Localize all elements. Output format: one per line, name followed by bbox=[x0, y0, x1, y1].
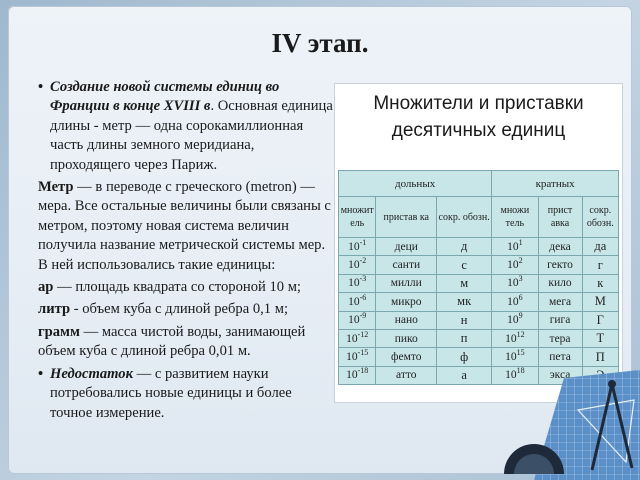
multiplier-base: 10 bbox=[348, 259, 360, 272]
metre-paragraph bbox=[38, 178, 336, 275]
prefix-cell bbox=[538, 329, 582, 347]
multiplier-exponent: 3 bbox=[518, 274, 523, 284]
multiplier-base: 10 bbox=[346, 351, 358, 364]
multiplier-exponent: -9 bbox=[359, 311, 367, 321]
intro-emphasis: Создание новой системы единиц во Франции в конце XVIII в bbox=[50, 79, 280, 115]
metre-term: Метр bbox=[38, 179, 74, 196]
prefix-symbol: Г bbox=[596, 312, 604, 327]
nedostatok-text: — с развитием науки потребовались новые единицы и более точное измерение. bbox=[50, 365, 292, 421]
table-title-line-1: Множители и приставки bbox=[373, 93, 584, 114]
multiplier-base: 10 bbox=[346, 369, 358, 382]
prefix-cell bbox=[376, 256, 437, 274]
prefix-cell bbox=[538, 348, 582, 366]
multiplier-cell bbox=[339, 238, 376, 256]
gramm-term: грамм bbox=[38, 323, 80, 340]
column-header: сокр. обозн. bbox=[437, 197, 492, 238]
intro-text: . Основная единица длины - метр — одна сорокамиллионная часть длины земного меридиана, проходящего через Париж. bbox=[50, 98, 333, 173]
multiplier-base: 10 bbox=[505, 351, 517, 364]
prefix-cell bbox=[376, 366, 437, 384]
multiplier-exponent: 15 bbox=[516, 348, 525, 358]
multiplier-exponent: 12 bbox=[516, 329, 525, 339]
prefix-cell bbox=[538, 311, 582, 329]
multiplier-cell bbox=[339, 256, 376, 274]
prefix-symbol: к bbox=[597, 275, 604, 290]
prefix-cell bbox=[538, 256, 582, 274]
prefix-name: микро bbox=[391, 295, 422, 308]
prefix-symbol: мк bbox=[457, 294, 472, 309]
multiplier-cell bbox=[492, 293, 538, 311]
prefix-name: атто bbox=[396, 369, 417, 382]
symbol-cell bbox=[582, 274, 618, 292]
table-title-line-2: десятичных единиц bbox=[391, 120, 566, 141]
prefix-cell bbox=[538, 274, 582, 292]
multiplier-exponent: 18 bbox=[516, 366, 525, 376]
prefix-table bbox=[338, 170, 619, 385]
multiplier-cell bbox=[339, 311, 376, 329]
multiplier-cell bbox=[492, 348, 538, 366]
gramm-paragraph bbox=[38, 323, 336, 362]
group-header-multiple: кратных bbox=[492, 171, 619, 197]
multiplier-exponent: -15 bbox=[357, 348, 369, 358]
prefix-name: пико bbox=[394, 332, 418, 345]
prefix-cell bbox=[376, 293, 437, 311]
table-row bbox=[339, 274, 619, 292]
multiplier-exponent: -3 bbox=[359, 274, 367, 284]
prefix-symbol: М bbox=[594, 294, 606, 309]
prefix-cell bbox=[376, 311, 437, 329]
prefix-symbol: м bbox=[460, 275, 469, 290]
prefix-name: нано bbox=[394, 314, 418, 327]
multiplier-base: 10 bbox=[348, 277, 360, 290]
multiplier-exponent: -18 bbox=[357, 366, 369, 376]
prefix-name: милли bbox=[390, 277, 422, 290]
multiplier-base: 10 bbox=[348, 240, 360, 253]
multiplier-base: 10 bbox=[507, 240, 519, 253]
slide-title: IV этап. bbox=[271, 28, 369, 58]
prefix-name: пета bbox=[549, 351, 571, 364]
prefix-symbol: а bbox=[461, 367, 467, 382]
ar-paragraph bbox=[38, 278, 336, 297]
multiplier-cell bbox=[339, 366, 376, 384]
prefix-name: фемто bbox=[391, 351, 422, 364]
multiplier-exponent: -2 bbox=[359, 256, 367, 266]
nedostatok-paragraph bbox=[38, 365, 336, 423]
gramm-text: — масса чистой воды, занимающей объем куба с длиной ребра 0,01 м. bbox=[38, 323, 306, 360]
multiplier-cell bbox=[339, 274, 376, 292]
prefix-symbol: с bbox=[461, 257, 467, 272]
litr-term: литр bbox=[38, 301, 71, 318]
symbol-cell bbox=[582, 238, 618, 256]
multiplier-cell bbox=[339, 348, 376, 366]
multiplier-base: 10 bbox=[348, 295, 360, 308]
prefix-name: мега bbox=[548, 295, 572, 308]
prefix-symbol: д bbox=[460, 239, 468, 254]
metre-text: — в переводе с греческого (metron) — мера. Все остальные величины были связаны с метром, поэтому новая система величин получила название метрической системы мер. В ней использовались такие единицы: bbox=[38, 179, 331, 273]
column-header: сокр. обозн. bbox=[582, 197, 618, 238]
symbol-cell bbox=[582, 329, 618, 347]
column-header: множит ель bbox=[339, 197, 376, 238]
prefix-symbol: п bbox=[460, 331, 468, 346]
text-column bbox=[38, 78, 336, 426]
multiplier-cell bbox=[492, 256, 538, 274]
multiplier-exponent: 9 bbox=[518, 311, 523, 321]
prefix-symbol: н bbox=[460, 312, 468, 327]
prefix-name: санти bbox=[392, 259, 421, 272]
symbol-cell bbox=[582, 311, 618, 329]
multiplier-base: 10 bbox=[507, 314, 519, 327]
prefix-symbol: ф bbox=[460, 349, 469, 364]
prefix-name: деци bbox=[394, 240, 418, 253]
prefix-symbol: г bbox=[597, 257, 603, 272]
multiplier-exponent: -6 bbox=[359, 293, 367, 303]
multiplier-base: 10 bbox=[505, 369, 517, 382]
multiplier-cell bbox=[492, 329, 538, 347]
prefix-name: кило bbox=[548, 277, 572, 290]
multiplier-exponent: -1 bbox=[359, 237, 367, 247]
intro-paragraph bbox=[38, 78, 336, 175]
multiplier-exponent: 1 bbox=[518, 237, 523, 247]
multiplier-cell bbox=[339, 329, 376, 347]
prefix-name: экса bbox=[549, 369, 571, 382]
multiplier-base: 10 bbox=[507, 295, 519, 308]
multiplier-cell bbox=[339, 293, 376, 311]
nedostatok-term: Недостаток bbox=[50, 365, 133, 382]
prefix-symbol: Т bbox=[596, 331, 605, 346]
column-header: множи тель bbox=[492, 197, 538, 238]
table-row bbox=[339, 256, 619, 274]
prefix-table-body bbox=[339, 238, 619, 385]
drafting-tools-icon bbox=[494, 370, 640, 480]
multiplier-cell bbox=[492, 238, 538, 256]
symbol-cell bbox=[582, 348, 618, 366]
multiplier-base: 10 bbox=[507, 277, 519, 290]
column-header: прист авка bbox=[538, 197, 582, 238]
symbol-cell bbox=[437, 293, 492, 311]
symbol-cell bbox=[582, 256, 618, 274]
column-header: пристав ка bbox=[376, 197, 437, 238]
litr-paragraph bbox=[38, 300, 336, 319]
prefix-cell bbox=[538, 238, 582, 256]
symbol-cell bbox=[437, 274, 492, 292]
prefix-name: гига bbox=[549, 314, 571, 327]
multiplier-exponent: 2 bbox=[518, 256, 523, 266]
prefix-cell bbox=[376, 329, 437, 347]
ar-term: ар bbox=[38, 279, 54, 296]
multiplier-exponent: 6 bbox=[518, 293, 523, 303]
multiplier-base: 10 bbox=[505, 332, 517, 345]
table-row bbox=[339, 311, 619, 329]
table-row bbox=[339, 238, 619, 256]
symbol-cell bbox=[582, 293, 618, 311]
table-title bbox=[335, 90, 622, 144]
symbol-cell bbox=[437, 348, 492, 366]
group-header-submultiple: дольных bbox=[339, 171, 492, 197]
table-row bbox=[339, 293, 619, 311]
table-row bbox=[339, 348, 619, 366]
multiplier-cell bbox=[492, 311, 538, 329]
prefix-cell bbox=[376, 238, 437, 256]
symbol-cell bbox=[437, 311, 492, 329]
prefix-name: тера bbox=[549, 332, 571, 345]
multiplier-cell bbox=[492, 274, 538, 292]
prefix-symbol: П bbox=[595, 349, 605, 364]
symbol-cell bbox=[437, 329, 492, 347]
multiplier-exponent: -12 bbox=[357, 329, 369, 339]
prefix-cell bbox=[538, 293, 582, 311]
litr-text: - объем куба с длиной ребра 0,1 м; bbox=[70, 301, 289, 318]
prefix-symbol: да bbox=[594, 239, 607, 254]
symbol-cell bbox=[437, 238, 492, 256]
prefix-name: гекто bbox=[547, 259, 573, 272]
ar-text: — площадь квадрата со стороной 10 м; bbox=[53, 279, 301, 296]
symbol-cell bbox=[437, 256, 492, 274]
symbol-cell bbox=[437, 366, 492, 384]
table-row bbox=[339, 329, 619, 347]
prefix-cell bbox=[376, 348, 437, 366]
multiplier-base: 10 bbox=[507, 259, 519, 272]
prefix-cell bbox=[376, 274, 437, 292]
multiplier-base: 10 bbox=[348, 314, 360, 327]
multiplier-base: 10 bbox=[346, 332, 358, 345]
prefix-name: дека bbox=[549, 240, 571, 253]
